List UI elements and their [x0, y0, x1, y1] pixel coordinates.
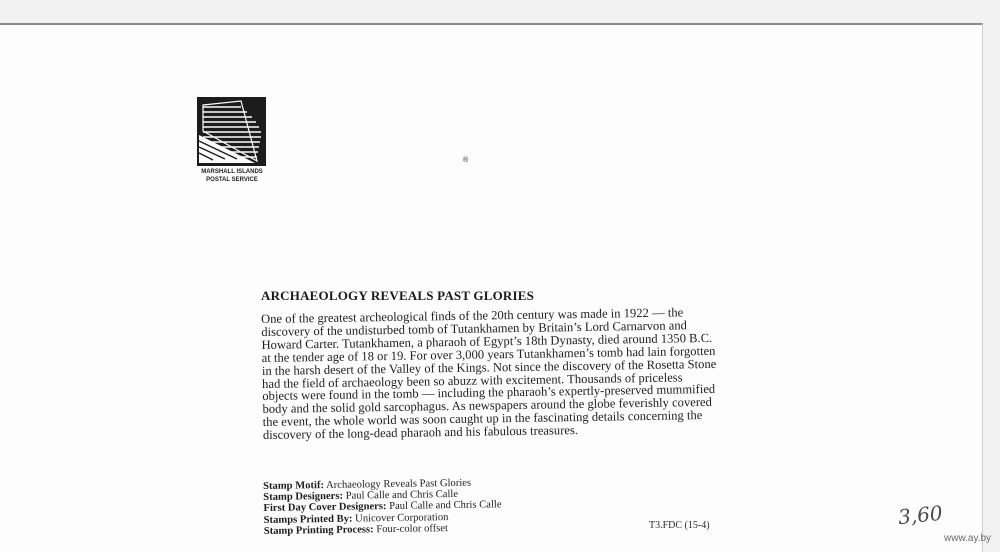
handwritten-price: 3,60	[896, 500, 944, 530]
document-heading: ARCHAEOLOGY REVEALS PAST GLORIES	[261, 288, 535, 303]
credit-label: Stamp Designers:	[263, 490, 344, 504]
credit-value: Paul Calle and Chris Calle	[389, 499, 502, 513]
logo-caption-line-2: POSTAL SERVICE	[206, 176, 258, 183]
credit-value: Paul Calle and Chris Calle	[345, 489, 459, 502]
body-paragraph: One of the greatest archeological finds of the 20th century was made in 1922 — the discovery of the undisturbed tomb of Tutankhamen by Britain’s Lord Carnarvon and Howard Carter. Tutankhamen, a pharaoh of Egypt’s 18th Dynasty, died around 1350 B.C. at the tender age of 18 or 19. For over 3,000 years Tutankhamen’s tomb had lain forgotten in the harsh desert of the Valley of the Kings. Not since the discovery of the Rosetta Stone had the field of archaeology been so abuzz with excitement. Thousands of priceless objects were found in the tomb — including the pharaoh’s expertly-preserved mummified body and the solid gold sarcophagus. As newspapers around the globe feverishly covered the event, the whole world was soon caught up in the fascinating details concerning the discovery of the long-dead pharaoh and his fabulous treasures.	[260, 305, 717, 443]
credit-value: Archaeology Reveals Past Glories	[325, 477, 472, 492]
document-card	[0, 23, 983, 552]
credit-label: Stamp Motif:	[263, 480, 325, 492]
credit-value: Unicover Corporation	[355, 511, 449, 525]
credit-value: Four-color offset	[376, 522, 449, 536]
credit-label: Stamp Printing Process:	[263, 524, 374, 537]
logo-caption-line-1: MARSHALL ISLANDS	[201, 169, 263, 175]
logo-caption	[197, 169, 267, 184]
credit-label: First Day Cover Designers:	[263, 501, 387, 515]
site-watermark: www.ay.by	[944, 533, 992, 544]
registered-mark: ®	[463, 157, 469, 164]
stamp-credits	[263, 476, 564, 537]
credit-label: Stamps Printed By:	[263, 513, 353, 526]
catalog-code: T3.FDC (15-4)	[649, 520, 710, 531]
postal-logo	[197, 97, 469, 183]
postal-emblem-icon	[197, 97, 266, 166]
